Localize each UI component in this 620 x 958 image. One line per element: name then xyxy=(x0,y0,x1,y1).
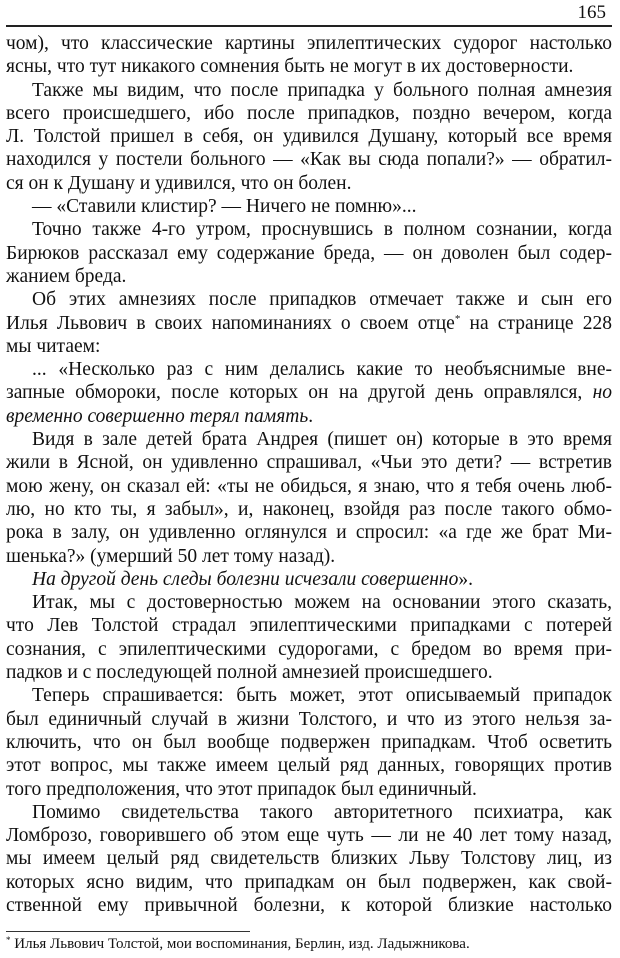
text-run: мы имеем целый ряд свидетельств близких Льву Толстову лиц, из xyxy=(6,848,612,870)
text-run: ся он к Душану и удивился, что он болен. xyxy=(6,172,352,194)
text-line xyxy=(6,125,612,148)
text-line xyxy=(6,312,612,335)
text-run: ключить, что он был вообще подвержен припадкам. Чтоб осветить xyxy=(6,731,612,753)
text-run: чом), что классические картины эпилептических судорог настолько xyxy=(6,33,612,54)
text-line xyxy=(6,801,612,824)
text-run: был единичный случай в жизни Толстого, и что из этого нельзя за- xyxy=(6,708,612,730)
text-run: сознания, с эпилептическими судорогами, с бредом во время при- xyxy=(6,638,612,660)
text-line xyxy=(6,381,612,404)
text-line xyxy=(6,428,612,451)
text-line xyxy=(6,591,612,614)
text-run: запные обмороки, после которых он на другой день оправлялся, xyxy=(6,382,593,404)
text-run: которых ясно видим, что припадкам он был подвержен, как свой- xyxy=(6,871,612,893)
page-number: 165 xyxy=(577,2,606,23)
text-line xyxy=(6,684,612,707)
text-run: того предположения, что этот припадок был единичный. xyxy=(6,778,477,800)
footnote-marker: * xyxy=(6,935,11,945)
text-run: Бирюков рассказал ему содержание бреда, — он доволен был содер- xyxy=(6,242,612,264)
text-line xyxy=(6,847,612,870)
footnote-reference: * xyxy=(454,312,461,325)
text-run: что Лев Толстой страдал эпилептическими припадками с потерей xyxy=(6,615,612,637)
text-run: всего происшедшего, ибо после припадков, поздно вечером, когда xyxy=(6,102,612,124)
text-run: Итак, мы с достоверностью можем на основании этого сказать, xyxy=(32,592,612,614)
text-run: жанием бреда. xyxy=(6,265,127,287)
text-line xyxy=(6,871,612,894)
text-line xyxy=(6,731,612,754)
footnote xyxy=(6,935,470,953)
text-run: рока в залу, он удивленно оглянулся и спросил: «а где же брат Ми- xyxy=(6,522,612,544)
body-text xyxy=(6,32,612,917)
text-line xyxy=(6,824,612,847)
italic-text: временно совершенно терял память xyxy=(6,405,309,427)
text-run: падков и с последующей полной амнезией происшедшего. xyxy=(6,662,493,684)
text-line xyxy=(6,545,612,568)
text-run: ... «Несколько раз с ним делались какие то необъяснимые вне- xyxy=(32,359,612,381)
text-run: ясны, что тут никакого сомнения быть не могут в их достоверности. xyxy=(6,56,574,78)
text-line xyxy=(6,79,612,102)
text-run: лю, но кто ты, я забыл», и, наконец, взойдя раз после такого обмо- xyxy=(6,498,612,520)
text-line xyxy=(6,32,612,55)
text-run: находился у постели больного — «Как вы сюда попали?» — обратил- xyxy=(6,149,612,171)
text-line xyxy=(6,614,612,637)
text-run: Помимо свидетельства такого авторитетного психиатра, как xyxy=(32,801,612,823)
text-line xyxy=(6,265,612,288)
text-line xyxy=(6,102,612,125)
text-line xyxy=(6,288,612,311)
text-run: Л. Толстой пришел в себя, он удивился Душану, который все время xyxy=(6,126,612,148)
text-run: — «Ставили клистир? — Ничего не помню»... xyxy=(32,196,417,218)
text-run: ». xyxy=(458,568,473,590)
text-run: мы читаем: xyxy=(6,335,101,357)
text-line xyxy=(6,638,612,661)
footnote-rule xyxy=(6,931,250,932)
text-run: Об этих амнезиях после припадков отмечает также и сын его xyxy=(32,289,612,311)
text-line xyxy=(6,405,612,428)
text-line xyxy=(6,894,612,917)
text-line xyxy=(6,708,612,731)
text-run: шенька?» (умерший 50 лет тому назад). xyxy=(6,545,336,567)
text-run: . xyxy=(308,405,314,427)
text-line xyxy=(6,218,612,241)
text-run: на странице 228 xyxy=(460,312,612,334)
italic-text: но xyxy=(592,382,612,404)
text-line xyxy=(6,475,612,498)
text-line xyxy=(6,148,612,171)
text-line xyxy=(6,242,612,265)
text-line xyxy=(6,55,612,78)
header-rule xyxy=(6,25,612,27)
text-line xyxy=(6,172,612,195)
text-line xyxy=(6,568,612,591)
text-run: Илья Львович в своих напоминаниях о своем отце xyxy=(6,312,455,334)
text-line xyxy=(6,498,612,521)
footnote-text: Илья Львович Толстой, мои воспоминания, Берлин, изд. Ладыжникова. xyxy=(10,936,470,952)
text-line xyxy=(6,661,612,684)
text-run: Точно также 4-го утром, проснувшись в полном сознании, когда xyxy=(32,219,612,241)
text-run: этот вопрос, мы также имеем целый ряд данных, говорящих против xyxy=(6,755,612,777)
text-run: Ломброзо, говорившего об этом еще чуть — ли не 40 лет тому назад, xyxy=(6,825,612,847)
text-line xyxy=(6,778,612,801)
text-line xyxy=(6,451,612,474)
text-line xyxy=(6,358,612,381)
text-line xyxy=(6,754,612,777)
text-line xyxy=(6,335,612,358)
text-run: Также мы видим, что после припадка у больного полная амнезия xyxy=(32,79,612,101)
text-run: ственной ему привычной болезни, к которой близкие настолько xyxy=(6,894,612,916)
text-line xyxy=(6,195,612,218)
text-run: мою жену, он сказал ей: «ты не обидься, я знаю, что я тебя очень люб- xyxy=(6,475,612,497)
text-run: жили в Ясной, он удивленно спрашивал, «Чьи это дети? — встретив xyxy=(6,452,612,474)
italic-text: На другой день следы болезни исчезали совершенно xyxy=(32,568,459,590)
text-run: Видя в зале детей брата Андрея (пишет он) которые в это время xyxy=(32,429,612,451)
text-line xyxy=(6,521,612,544)
text-run: Теперь спрашивается: быть может, этот описываемый припадок xyxy=(32,685,612,707)
